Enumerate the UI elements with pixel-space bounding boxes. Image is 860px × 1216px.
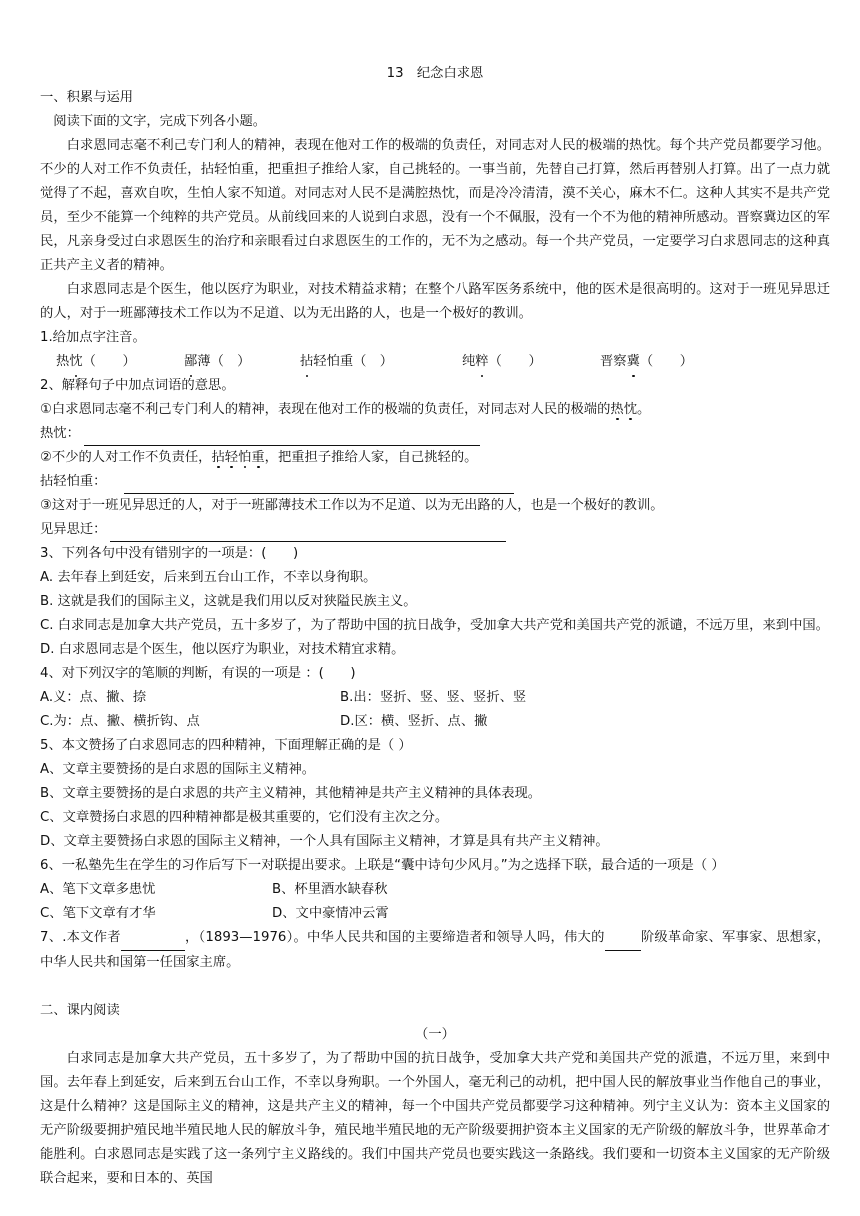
q2-answer-3[interactable]: 见异思迁： <box>40 518 830 542</box>
q2-sentence-2: ②不少的人对工作不负责任，拈轻怕重，把重担子推给人家，自己挑轻的。 <box>40 450 478 465</box>
q3-option-b: B. 这就是我们的国际主义，这就是我们用以反对狭隘民族主义。 <box>40 594 417 609</box>
q5-option-d: D、文章主要赞扬白求恩的国际主义精神，一个人具有国际主义精神，才算是具有共产主义精神。 <box>40 834 609 849</box>
q1-items <box>40 350 830 374</box>
q4-row-1: A.义：点、撇、捺 B.出：竖折、竖、竖、竖折、竖 <box>40 690 527 705</box>
passage-paragraph-2: 白求恩同志是个医生，他以医疗为职业，对技术精益求精；在整个八路军医务系统中，他的医术是很高明的。这对于一班见异思迁的人，对于一班鄙薄技术工作以为不足道、以为无出路的人，也是一个极好的教训。 <box>40 282 830 321</box>
q3-option-c: C. 白求同志是加拿大共产党员，五十多岁了，为了帮助中国的抗日战争，受加拿大共产党和美国共产党的派谴，不远万里，来到中国。 <box>40 618 829 633</box>
document-page <box>40 62 830 1191</box>
q4-row-2: C.为：点、撇、横折钩、点 D.区：横、竖折、点、撇 <box>40 714 488 729</box>
q3-option-d: D. 白求恩同志是个医生，他以医疗为职业，对技术精宜求精。 <box>40 642 405 657</box>
section2-subheading: （一） <box>415 1027 455 1042</box>
q5-option-a: A、文章主要赞扬的是白求恩的国际主义精神。 <box>40 762 316 777</box>
q6-row-2: C、笔下文章有才华 D、文中豪情冲云霄 <box>40 906 389 921</box>
q7-text: 7、.本文作者 ，（1893—1976）。中华人民共和国的主要缔造者和领导人吗，伟大的 阶级革命家、军事家、思想家，中华人民共和国第一任国家主席。 <box>40 926 830 975</box>
q1-item-5: 晋察冀（ ） <box>600 350 693 374</box>
q2-dotted-word-1: 热忱 <box>610 402 637 417</box>
q5-stem: 5、本文赞扬了白求恩同志的四种精神，下面理解正确的是（ ） <box>40 738 412 753</box>
q6-stem: 6、一私塾先生在学生的习作后写下一对联提出要求。上联是“囊中诗句少风月。”为之选择下联，最合适的一项是（ ） <box>40 858 725 873</box>
q7-blank-2[interactable] <box>605 926 641 951</box>
q7-blank-1[interactable] <box>121 926 185 951</box>
q6-row-1: A、笔下文章多患忧 B、杯里酒水缺春秋 <box>40 882 388 897</box>
q5-option-b: B、文章主要赞扬的是白求恩的共产主义精神，其他精神是共产主义精神的具体表现。 <box>40 786 542 801</box>
q1-item-2: 鄙薄（ ） <box>184 350 300 374</box>
q3-stem: 3、下列各句中没有错别字的一项是：( ) <box>40 546 299 561</box>
section2-passage: 白求同志是加拿大共产党员，五十多岁了，为了帮助中国的抗日战争，受加拿大共产党和美国共产党的派遣，不远万里，来到中国。去年春上到延安，后来到五台山工作，不幸以身殉职。一个外国人，毫无利己的动机，把中国人民的解放事业当作他自己的事业，这是什么精神？这是国际主义的精神，这是共产主义的精神，每一个中国共产党员都要学习这种精神。列宁主义认为：资本主义国家的无产阶级要拥护殖民地半殖民地人民的解放斗争，殖民地半殖民地的无产阶级要拥护资本主义国家的无产阶级的解放斗争，世界革命才能胜利。白求恩同志是实践了这一条列宁主义路线的。我们中国共产党员也要实践这一条路线。我们要和一切资本主义国家的无产阶级联合起来，要和日本的、英国 <box>40 1051 830 1186</box>
passage-paragraph-1: 白求恩同志毫不利己专门利人的精神，表现在他对工作的极端的负责任，对同志对人民的极端的热忱。每个共产党员都要学习他。不少的人对工作不负责任，拈轻怕重，把重担子推给人家，自己挑轻的。一事当前，先替自己打算，然后再替别人打算。出了一点力就觉得了不起，喜欢自吹，生怕人家不知道。对同志对人民不是满腔热忱，而是冷冷清清，漠不关心，麻木不仁。这种人其实不是共产党员，至少不能算一个纯粹的共产党员。从前线回来的人说到白求恩，没有一个不佩服，没有一个不为他的精神所感动。晋察冀边区的军民，凡亲身受过白求恩医生的治疗和亲眼看过白求恩医生的工作的，无不为之感动。每一个共产党员，一定要学习白求恩同志的这种真正共产主义者的精神。 <box>40 138 830 273</box>
q1-stem: 1.给加点字注音。 <box>40 330 146 345</box>
q2-stem: 2、解释句子中加点词语的意思。 <box>40 378 235 393</box>
q5-option-c: C、文章赞扬白求恩的四种精神都是极其重要的，它们没有主次之分。 <box>40 810 449 825</box>
q2-sentence-3: ③这对于一班见异思迁的人，对于一班鄙薄技术工作以为不足道、以为无出路的人，也是一个极好的教训。 <box>40 498 664 513</box>
q1-item-3: 拈轻怕重（ ） <box>300 350 462 374</box>
q2-answer-1[interactable]: 热忱： <box>40 422 830 446</box>
q4-stem: 4、对下列汉字的笔顺的判断，有误的一项是 ：( ) <box>40 666 356 681</box>
q2-sentence-1: ①白求恩同志毫不利己专门利人的精神，表现在他对工作的极端的负责任，对同志对人民的极端的热忱。 <box>40 402 651 417</box>
q1-item-1: 热忱（ ） <box>56 350 184 374</box>
q3-option-a: A. 去年春上到廷安，后来到五台山工作，不幸以身徇职。 <box>40 570 377 585</box>
section1-heading: 一、积累与运用 <box>40 90 134 105</box>
q1-item-4: 纯粹（ ） <box>462 350 600 374</box>
section2-heading: 二、课内阅读 <box>40 1003 120 1018</box>
q2-answer-2[interactable]: 拈轻怕重： <box>40 470 830 494</box>
section1-intro: 阅读下面的文字，完成下列各小题。 <box>53 114 267 129</box>
page-title: 13 纪念白求恩 <box>386 66 484 81</box>
q2-dotted-word-2: 拈轻怕重 <box>211 450 265 465</box>
